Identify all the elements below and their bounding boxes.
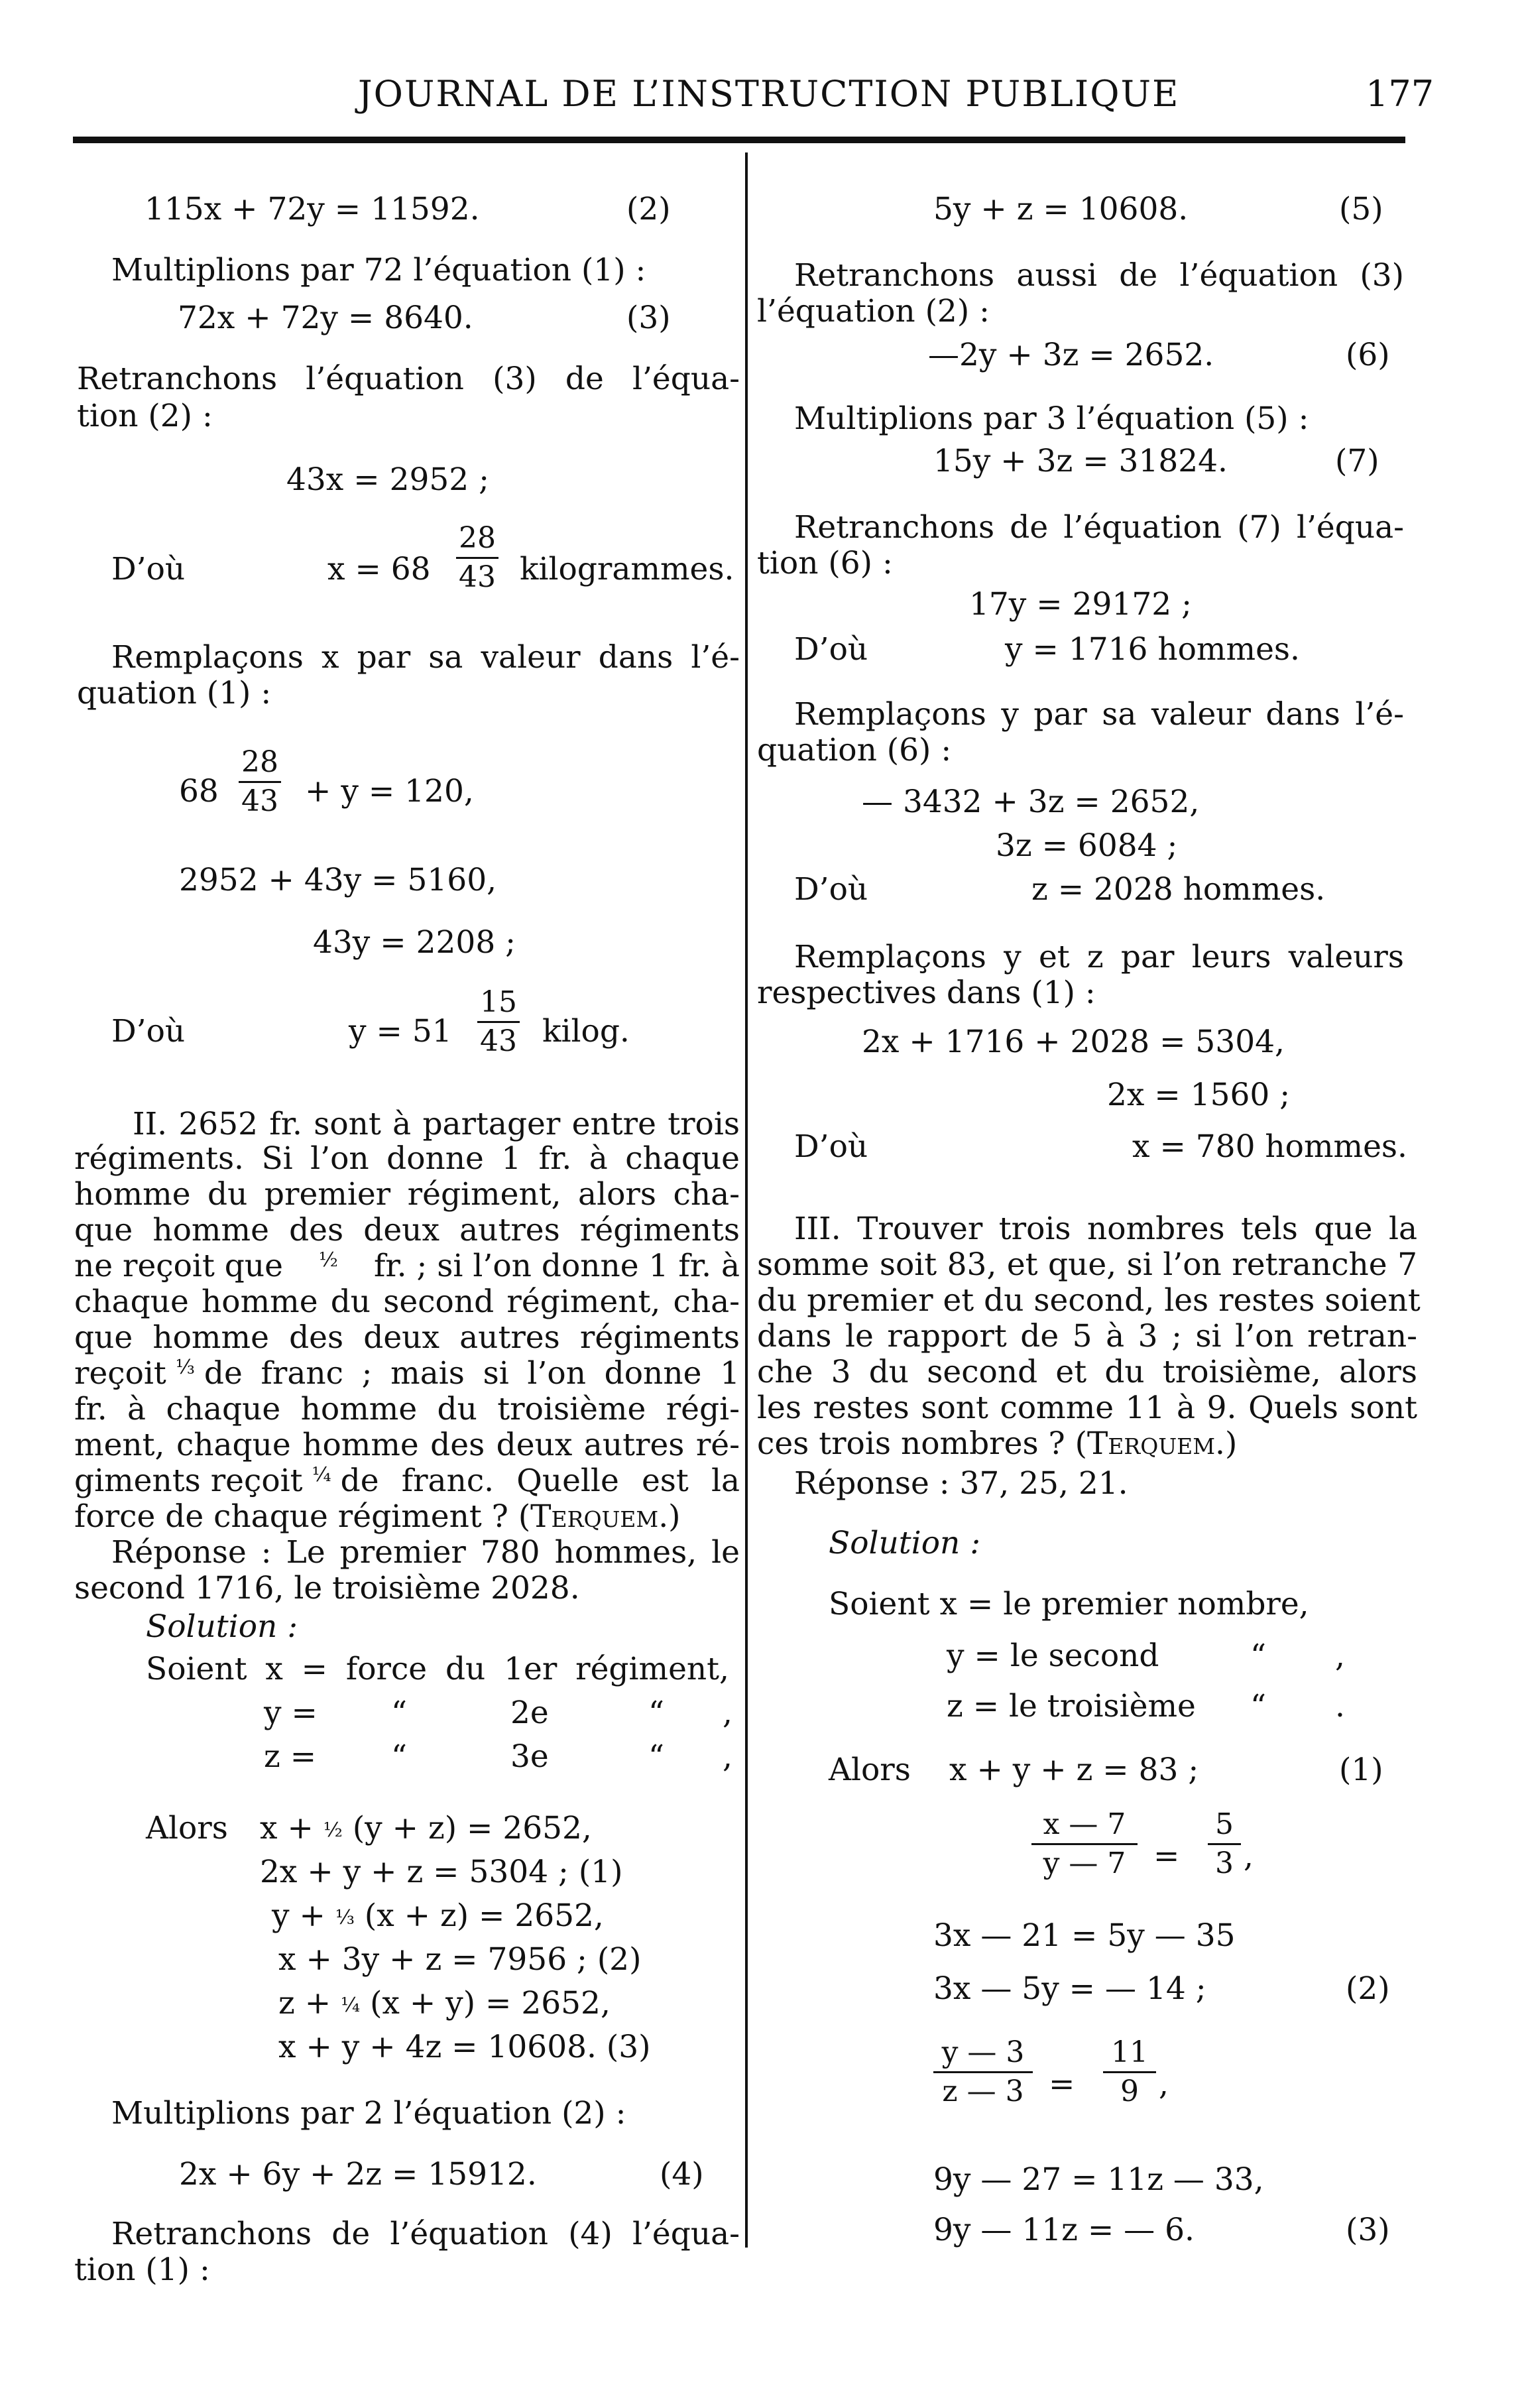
equation-part: 3e (510, 1738, 549, 1775)
problem-text-line: reçoit ⅓ de franc ; mais si l’on donne 1 (74, 1355, 740, 1392)
text-line: Retranchons de l’équation (4) l’équa- (111, 2216, 740, 2252)
equation: 2x = 1560 ; (1107, 1077, 1291, 1113)
text-line: Multiplions par 3 l’équation (5) : (794, 400, 1309, 437)
punctuation: , (723, 1738, 732, 1775)
equation: 3x — 21 = 5y — 35 (933, 1917, 1236, 1954)
equation-number: (2) (1346, 1970, 1390, 2007)
equation: 9y — 27 = 11z — 33, (933, 2161, 1264, 2198)
equation-line: y + ⅓ (x + z) = 2652, (272, 1897, 604, 1934)
fraction: 5 3 (1208, 1810, 1241, 1878)
equation: x = 68 (327, 551, 431, 587)
ditto-mark: “ (1250, 1688, 1267, 1724)
equation-number: (5) (1339, 191, 1383, 227)
equation-line: z + ¼ (x + y) = 2652, (278, 1985, 611, 2021)
answer-line: second 1716, le troisième 2028. (74, 1570, 580, 1606)
equation: 115x + 72y = 11592. (145, 191, 480, 227)
column-divider (745, 152, 748, 2248)
equation-part: z = le troisième (947, 1688, 1196, 1724)
text-label: kilog. (542, 1013, 630, 1050)
problem-text-line: chaque homme du second régiment, cha- (74, 1284, 740, 1320)
text-label: D’où (794, 871, 868, 908)
equation: —2y + 3z = 2652. (928, 337, 1214, 373)
punctuation: , (723, 1695, 732, 1731)
text-line: Multiplions par 2 l’équation (2) : (111, 2095, 626, 2132)
punctuation: , (1244, 1838, 1254, 1874)
text-label: Alors (146, 1810, 228, 1846)
text-label: kilogrammes. (520, 551, 734, 587)
running-header-title: JOURNAL DE L’INSTRUCTION PUBLIQUE (358, 73, 1180, 115)
equation-number: (3) (626, 300, 671, 336)
answer-line: Réponse : 37, 25, 21. (794, 1465, 1128, 1502)
equation: x + y + z = 83 ; (949, 1752, 1199, 1788)
text-line: Retranchons l’équation (3) de l’équa- (77, 361, 740, 397)
problem-text-line: que homme des deux autres régiments (74, 1319, 740, 1356)
ditto-mark: “ (648, 1695, 665, 1731)
equation-line: x + 3y + z = 7956 ; (2) (278, 1941, 642, 1978)
equation: x = 780 hommes. (1132, 1128, 1407, 1165)
text-line: quation (1) : (77, 675, 272, 711)
fraction: 15 43 (477, 988, 520, 1056)
problem-text-line: force de chaque régiment ? (Terquem.) (74, 1498, 681, 1535)
text-label: D’où (111, 551, 186, 587)
equation-number: (1) (1339, 1752, 1383, 1788)
equation: 2x + 1716 + 2028 = 5304, (862, 1024, 1285, 1060)
text-label: D’où (794, 1128, 868, 1165)
equation-part: 2e (510, 1695, 549, 1731)
equation: 9y — 11z = — 6. (933, 2212, 1195, 2248)
problem-text-line: ment, chaque homme des deux autres ré- (74, 1427, 740, 1463)
equation: — 3432 + 3z = 2652, (862, 784, 1200, 820)
problem-text-line: homme du premier régiment, alors cha- (74, 1176, 740, 1213)
ditto-mark: “ (648, 1738, 665, 1775)
equation: 2952 + 43y = 5160, (179, 862, 497, 898)
equation: 15y + 3z = 31824. (933, 443, 1228, 479)
equation: 3x — 5y = — 14 ; (933, 1970, 1206, 2007)
problem-text-line: II. 2652 fr. sont à partager entre trois (133, 1106, 740, 1142)
text-label: D’où (111, 1013, 186, 1050)
text-label: D’où (794, 631, 868, 668)
punctuation: , (1335, 1638, 1345, 1674)
equation-line: Soient x = le premier nombre, (829, 1586, 1309, 1622)
equation-number: (6) (1346, 337, 1390, 373)
text-line: quation (6) : (757, 732, 952, 768)
text-label: Alors (829, 1752, 911, 1788)
fraction: 11 9 (1103, 2038, 1156, 2106)
equation-part: y = le second (947, 1638, 1159, 1674)
solution-heading: Solution : (146, 1608, 298, 1645)
equation-line: Soient x = force du 1er régiment, (146, 1651, 729, 1687)
equation: 17y = 29172 ; (969, 586, 1192, 623)
equation-number: (2) (626, 191, 671, 227)
page-number: 177 (1366, 73, 1434, 115)
equation: 2x + 6y + 2z = 15912. (179, 2156, 537, 2193)
text-line: Remplaçons x par sa valeur dans l’é- (111, 639, 740, 676)
fraction: 28 43 (456, 524, 498, 592)
problem-text-line: que homme des deux autres régiments (74, 1212, 740, 1248)
text-line: Remplaçons y et z par leurs valeurs (794, 939, 1404, 975)
equation-line: x + y + 4z = 10608. (3) (278, 2029, 651, 2065)
text-line: tion (1) : (74, 2252, 210, 2288)
equation-number: (4) (660, 2156, 704, 2193)
problem-text-line: III. Trouver trois nombres tels que la (794, 1211, 1417, 1247)
solution-heading: Solution : (829, 1525, 981, 1561)
text-line: Remplaçons y par sa valeur dans l’é- (794, 696, 1404, 733)
problem-text-line: somme soit 83, et que, si l’on retranche 7 (757, 1246, 1417, 1283)
equation-part: y = (264, 1695, 318, 1731)
equation: + y = 120, (305, 773, 474, 810)
text-line: Retranchons de l’équation (7) l’équa- (794, 509, 1404, 546)
text-line: respectives dans (1) : (757, 975, 1096, 1011)
equation: z = 2028 hommes. (1031, 871, 1326, 908)
text-line: tion (2) : (77, 398, 213, 434)
problem-text-line: régiments. Si l’on donne 1 fr. à chaque (74, 1140, 740, 1177)
header-rule (73, 137, 1405, 143)
ditto-mark: “ (391, 1695, 408, 1731)
fraction: 28 43 (239, 748, 281, 816)
fraction: y — 3 z — 3 (933, 2038, 1033, 2106)
equation: y = 1716 hommes. (1005, 631, 1300, 668)
text-line: l’équation (2) : (757, 293, 990, 330)
equation: 3z = 6084 ; (996, 827, 1178, 864)
problem-text-line: ne reçoit que ½ fr. ; si l’on donne 1 fr. à (74, 1248, 740, 1284)
answer-line: Réponse : Le premier 780 hommes, le (111, 1534, 740, 1571)
punctuation: , (1159, 2066, 1169, 2102)
ditto-mark: “ (1250, 1638, 1267, 1674)
problem-text-line: dans le rapport de 5 à 3 ; si l’on retran- (757, 1318, 1417, 1354)
equation-number: (3) (1346, 2212, 1390, 2248)
equation-line: 2x + y + z = 5304 ; (1) (260, 1854, 623, 1890)
equation: 72x + 72y = 8640. (178, 300, 473, 336)
fraction: x — 7 y — 7 (1031, 1810, 1138, 1878)
equation: y = 51 (349, 1013, 452, 1050)
equation: 5y + z = 10608. (933, 191, 1189, 227)
text-line: tion (6) : (757, 545, 893, 581)
ditto-mark: “ (391, 1738, 408, 1775)
equation: 68 (179, 773, 219, 810)
problem-text-line: giments reçoit ¼ de franc. Quelle est la (74, 1463, 740, 1499)
text-line: Retranchons aussi de l’équation (3) (794, 257, 1404, 294)
equation-line: x + ½ (y + z) = 2652, (260, 1810, 592, 1846)
equation-part: = (1049, 2066, 1075, 2102)
problem-text-line: fr. à chaque homme du troisième régi- (74, 1391, 740, 1427)
problem-text-line: du premier et du second, les restes soient (757, 1282, 1421, 1319)
equation-part: z = (264, 1738, 317, 1775)
text-line: Multiplions par 72 l’équation (1) : (111, 252, 646, 288)
equation: 43y = 2208 ; (313, 924, 516, 961)
equation: 43x = 2952 ; (286, 461, 489, 498)
equation-part: = (1153, 1838, 1180, 1874)
problem-text-line: che 3 du second et du troisième, alors (757, 1354, 1417, 1390)
punctuation: . (1335, 1688, 1345, 1724)
equation-number: (7) (1335, 443, 1379, 479)
problem-text-line: les restes sont comme 11 à 9. Quels sont (757, 1390, 1417, 1426)
problem-text-line: ces trois nombres ? (Terquem.) (757, 1425, 1238, 1462)
